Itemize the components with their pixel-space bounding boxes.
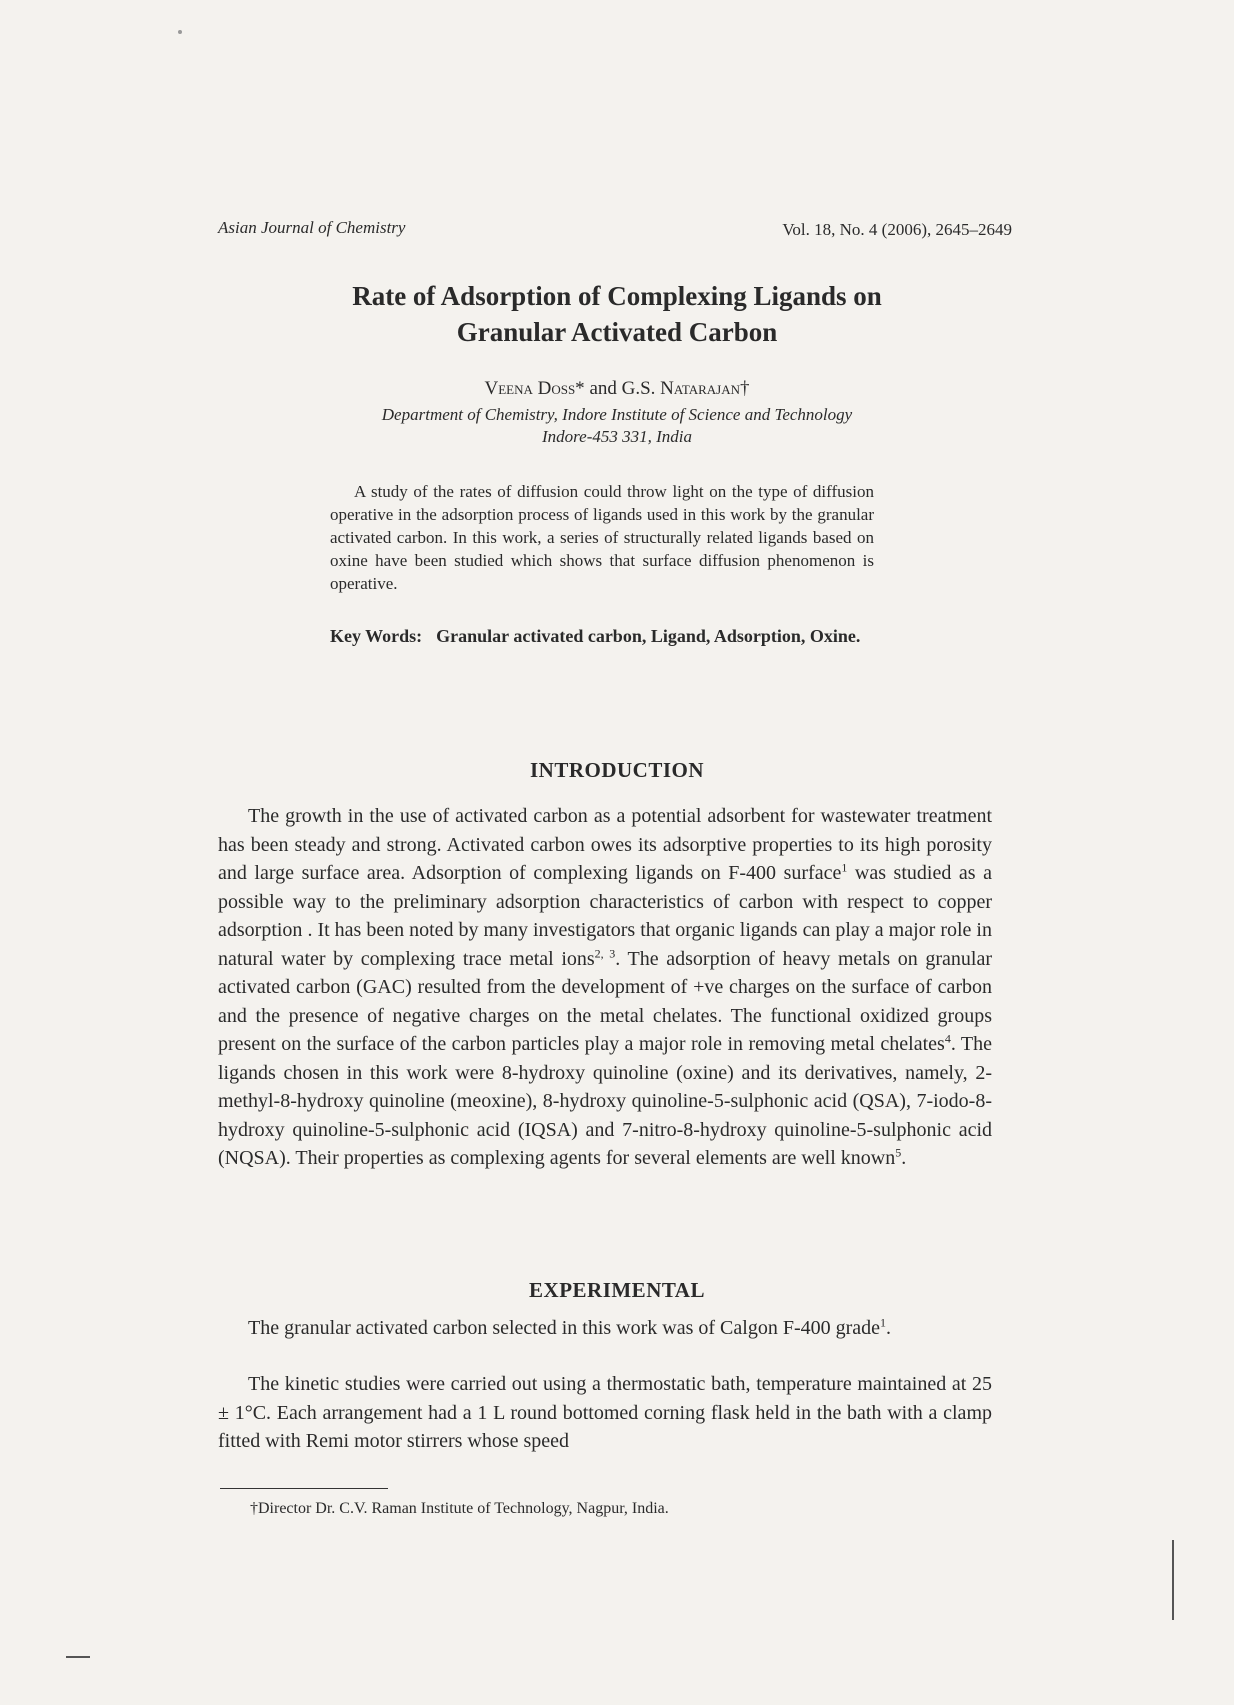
intro-text-part: . The ligands chosen in this work were 8-hydroxy quinoline (oxine) and its derivatives, namely, 2-methyl-8-hydroxy quinoline (meoxine), 8-hydroxy quinoline-5-sulphonic acid (QSA), 7-iodo-8-hydroxy quinoline-5-sulphonic acid (IQSA) and 7-nitro-8-hydroxy quinoline-5-sulphonic acid (NQSA). Their properties as complexing agents for several elements are well known [218,1033,992,1169]
experimental-heading: EXPERIMENTAL [529,1278,705,1302]
citation-ref: 2, 3 [594,945,616,960]
citation-ref: 1 [841,860,848,875]
author-conjunction: and [589,378,617,399]
scan-speck [178,30,182,34]
journal-name: Asian Journal of Chemistry [218,218,406,237]
scan-edge-mark [1172,1540,1174,1620]
keywords-label: Key Words: [330,626,423,646]
affiliation-line-2: Indore-453 331, India [542,427,692,446]
author-1: Veena Doss* [484,378,585,399]
intro-text-part: The growth in the use of activated carbon as a potential adsorbent for wastewater treatment has been steady and strong. Activated carbon owes its adsorptive properties to its high porosity and large surface area. Adsorption of complexing ligands on F-400 surface [218,805,992,884]
intro-text-part: . The adsorption of heavy metals on granular activated carbon (GAC) resulted from the development of +ve charges on the surface of carbon and the presence of negative charges on the metal chelates. The functional oxidized groups present on the surface of the carbon particles play a major role in removing metal chelates [218,947,993,1055]
abstract: A study of the rates of diffusion could throw light on the type of diffusion operative in the adsorption process of ligands used in this work by the granular activated carbon. In this work, a series of structurally related ligands based on oxine have been studied which shows that surface diffusion phenomenon is operative. [330,482,874,593]
paper-title [0,278,1234,350]
title-line-2: Granular Activated Carbon [456,317,778,347]
intro-text-part: was studied as a possible way to the preliminary adsorption characteristics of carbon with respect to copper adsorption . It has been noted by many investigators that organic ligands can play a major role in natural water by complexing trace metal ions [218,862,992,970]
citation-ref: 1 [880,1315,887,1330]
experimental-paragraph-2: The kinetic studies were carried out using a thermostatic bath, temperature maintained at 25 ± 1°C. Each arrangement had a 1 L round bottomed corning flask held in the bath with a clamp fitted with Remi motor stirrers whose speed [218,1373,992,1452]
keywords [330,624,874,648]
introduction-paragraph [218,802,992,1173]
introduction-heading: INTRODUCTION [529,758,705,782]
citation-ref: 4 [944,1031,951,1046]
citation-ref: 5 [895,1145,902,1160]
intro-text-part: . [901,1147,907,1169]
affiliation-line-1: Department of Chemistry, Indore Institute of Science and Technology [381,405,853,424]
exp-text-part: . [886,1317,892,1339]
footnote-divider [220,1488,388,1489]
author-list [0,378,1234,400]
scan-speck [66,1656,90,1658]
keywords-text: Granular activated carbon, Ligand, Adsorption, Oxine. [436,626,861,646]
footnote: †Director Dr. C.V. Raman Institute of Technology, Nagpur, India. [250,1500,669,1517]
title-line-1: Rate of Adsorption of Complexing Ligands on [352,281,882,311]
author-2: G.S. Natarajan† [621,378,750,399]
experimental-paragraph-1 [218,1314,992,1343]
affiliation [0,404,1234,448]
journal-volume: Vol. 18, No. 4 (2006), 2645–2649 [782,220,1012,239]
exp-text-part: The granular activated carbon selected in this work was of Calgon F-400 grade [248,1317,881,1339]
